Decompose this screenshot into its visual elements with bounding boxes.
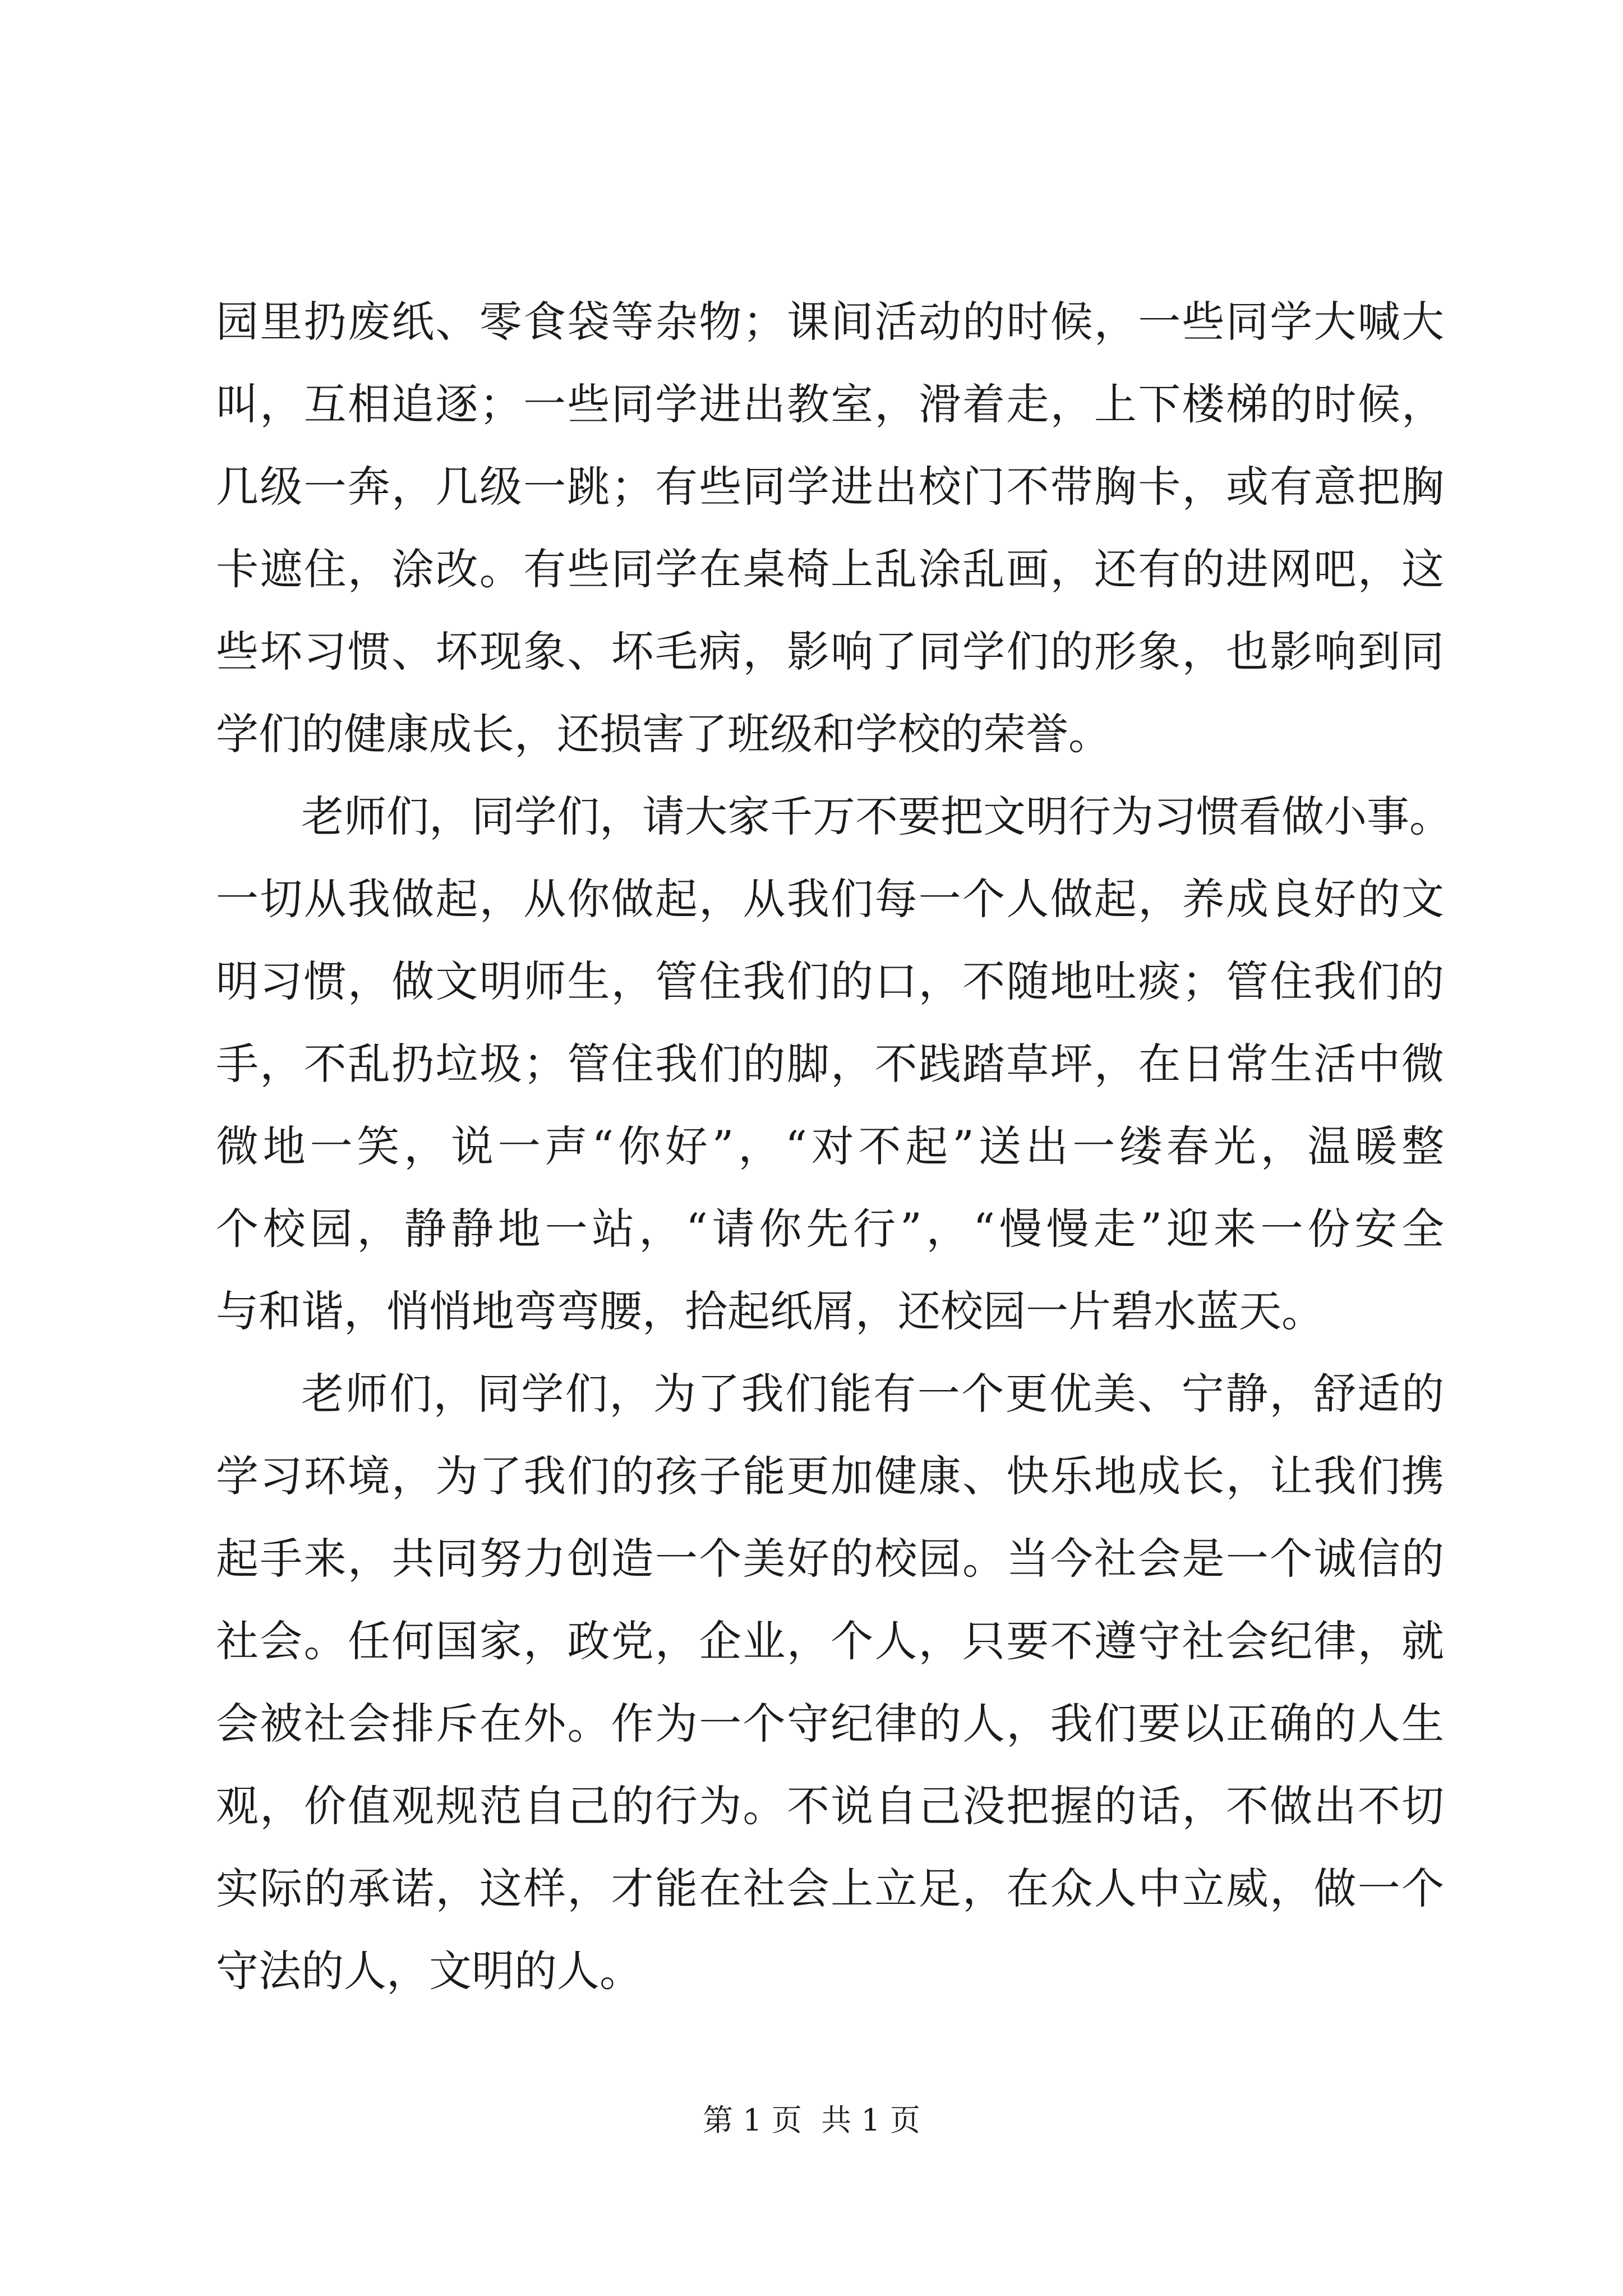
page-number-label: 第 1 页 共 1 页 xyxy=(703,2102,920,2138)
paragraph-3-line-8: 守法的人，文明的人。 xyxy=(216,1946,642,1996)
paragraph-1-line-6: 学们的健康成长，还损害了班级和学校的荣誉。 xyxy=(216,709,1111,759)
paragraph-2-line-4: 手，不乱扔垃圾；管住我们的脚，不践踏草坪，在日常生活中微 xyxy=(216,1039,1444,1089)
paragraph-3-line-3: 起手来，共同努力创造一个美好的校园。当今社会是一个诚信的 xyxy=(216,1534,1444,1584)
paragraph-2-line-6: 个校园，静静地一站，“请你先行”，“慢慢走”迎来一份安全 xyxy=(216,1204,1444,1254)
paragraph-3-line-1: 老师们，同学们，为了我们能有一个更优美、宁静，舒适的 xyxy=(301,1369,1444,1419)
paragraph-2-line-7: 与和谐，悄悄地弯弯腰，拾起纸屑，还校园一片碧水蓝天。 xyxy=(216,1286,1324,1336)
document-body xyxy=(216,280,1452,2012)
paragraph-3-line-5: 会被社会排斥在外。作为一个守纪律的人，我们要以正确的人生 xyxy=(216,1699,1444,1749)
paragraph-2-line-2: 一切从我做起，从你做起，从我们每一个人做起，养成良好的文 xyxy=(216,874,1444,924)
paragraph-2-line-1: 老师们，同学们，请大家千万不要把文明行为习惯看做小事。 xyxy=(301,792,1452,841)
paragraph-1-line-1: 园里扔废纸、零食袋等杂物；课间活动的时候，一些同学大喊大 xyxy=(216,297,1444,347)
paragraph-1-line-2: 叫，互相追逐；一些同学进出教室，滑着走，上下楼梯的时候， xyxy=(216,379,1444,429)
paragraph-1-line-5: 些坏习惯、坏现象、坏毛病，影响了同学们的形象，也影响到同 xyxy=(216,627,1444,677)
paragraph-1-line-3: 几级一奔，几级一跳；有些同学进出校门不带胸卡，或有意把胸 xyxy=(216,462,1444,512)
paragraph-3-line-6: 观，价值观规范自己的行为。不说自己没把握的话，不做出不切 xyxy=(216,1781,1444,1831)
paragraph-2-line-3: 明习惯，做文明师生，管住我们的口，不随地吐痰；管住我们的 xyxy=(216,956,1444,1006)
paragraph-2-line-5: 微地一笑，说一声“你好”，“对不起”送出一缕春光，温暖整 xyxy=(216,1121,1444,1171)
paragraph-3-line-4: 社会。任何国家，政党，企业，个人，只要不遵守社会纪律，就 xyxy=(216,1616,1444,1666)
paragraph-3-line-2: 学习环境，为了我们的孩子能更加健康、快乐地成长，让我们携 xyxy=(216,1451,1444,1501)
page-footer xyxy=(0,2101,1623,2140)
paragraph-1-line-4: 卡遮住，涂改。有些同学在桌椅上乱涂乱画，还有的进网吧，这 xyxy=(216,544,1444,594)
paragraph-3-line-7: 实际的承诺，这样，才能在社会上立足，在众人中立威，做一个 xyxy=(216,1864,1444,1913)
